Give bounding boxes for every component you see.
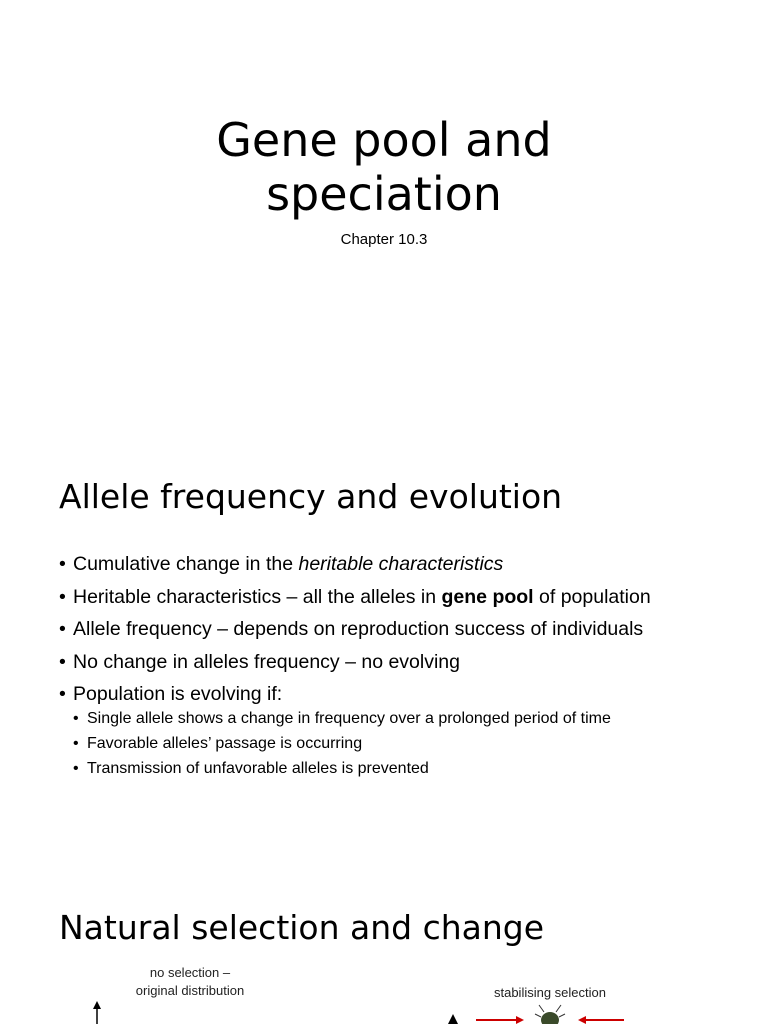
caption-line2: original distribution: [135, 983, 245, 998]
sub-bullet-text: Transmission of unfavorable alleles is prevented: [87, 759, 429, 777]
bullet-dot: •: [73, 709, 79, 727]
bullet-text: Allele frequency – depends on reproduction success of individuals: [73, 618, 644, 640]
bullet-item: [59, 548, 651, 581]
title-slide: [0, 0, 768, 430]
bullet-dot: •: [73, 759, 79, 777]
slide-title-line2: speciation: [266, 167, 502, 221]
bullet-dot: •: [59, 553, 66, 575]
bullet-item: [59, 613, 651, 646]
bullet-dot: •: [59, 585, 66, 608]
bullet-text: Cumulative change in the: [73, 553, 299, 575]
selection-figure: [0, 1000, 768, 1024]
slide-subtitle: Chapter 10.3: [340, 231, 428, 248]
sub-bullet-container: [59, 706, 651, 781]
bullet-item: [59, 581, 651, 614]
bullet-dot: •: [59, 650, 66, 673]
selection-arrow-left: [476, 1016, 524, 1024]
caption-line1: no selection –: [149, 965, 231, 980]
slide-title: [0, 113, 768, 221]
bullet-list: [59, 548, 651, 781]
bullet-italic-term: heritable characteristics: [298, 553, 504, 575]
bullet-dot: •: [59, 618, 66, 640]
sub-bullet-text: Single allele shows a change in frequency over a prolonged period of time: [87, 709, 611, 727]
natural-selection-slide: [0, 890, 768, 1024]
sub-bullet-text: Favorable alleles’ passage is occurring: [87, 734, 363, 752]
slide-heading: Natural selection and change: [59, 908, 545, 947]
bullet-text: Heritable characteristics – all the alleles in: [73, 585, 442, 608]
y-axis-arrow: [93, 1001, 101, 1024]
figure-caption-stabilising: stabilising selection: [493, 985, 606, 1000]
selection-arrow-right: [578, 1016, 624, 1024]
y-axis-arrow-right: [448, 1014, 458, 1024]
allele-frequency-slide: [0, 460, 768, 860]
slide-title-line1: Gene pool and: [216, 113, 552, 167]
figure-caption-no-selection: [120, 964, 260, 1000]
sub-bullet-item: [73, 731, 651, 756]
bullet-dot: •: [59, 683, 66, 705]
beetle-icon: [535, 1005, 565, 1024]
sub-bullet-list: [73, 706, 651, 781]
bullet-text-suffix: of population: [533, 585, 651, 608]
slide-heading: Allele frequency and evolution: [59, 477, 563, 516]
bullet-text: No change in alleles frequency – no evolving: [73, 650, 461, 673]
bullet-text: Population is evolving if:: [73, 683, 283, 705]
bullet-bold-term: gene pool: [441, 585, 534, 608]
sub-bullet-item: [73, 706, 651, 731]
bullet-item: [59, 646, 651, 679]
bullet-dot: •: [73, 734, 79, 752]
sub-bullet-item: [73, 756, 651, 781]
